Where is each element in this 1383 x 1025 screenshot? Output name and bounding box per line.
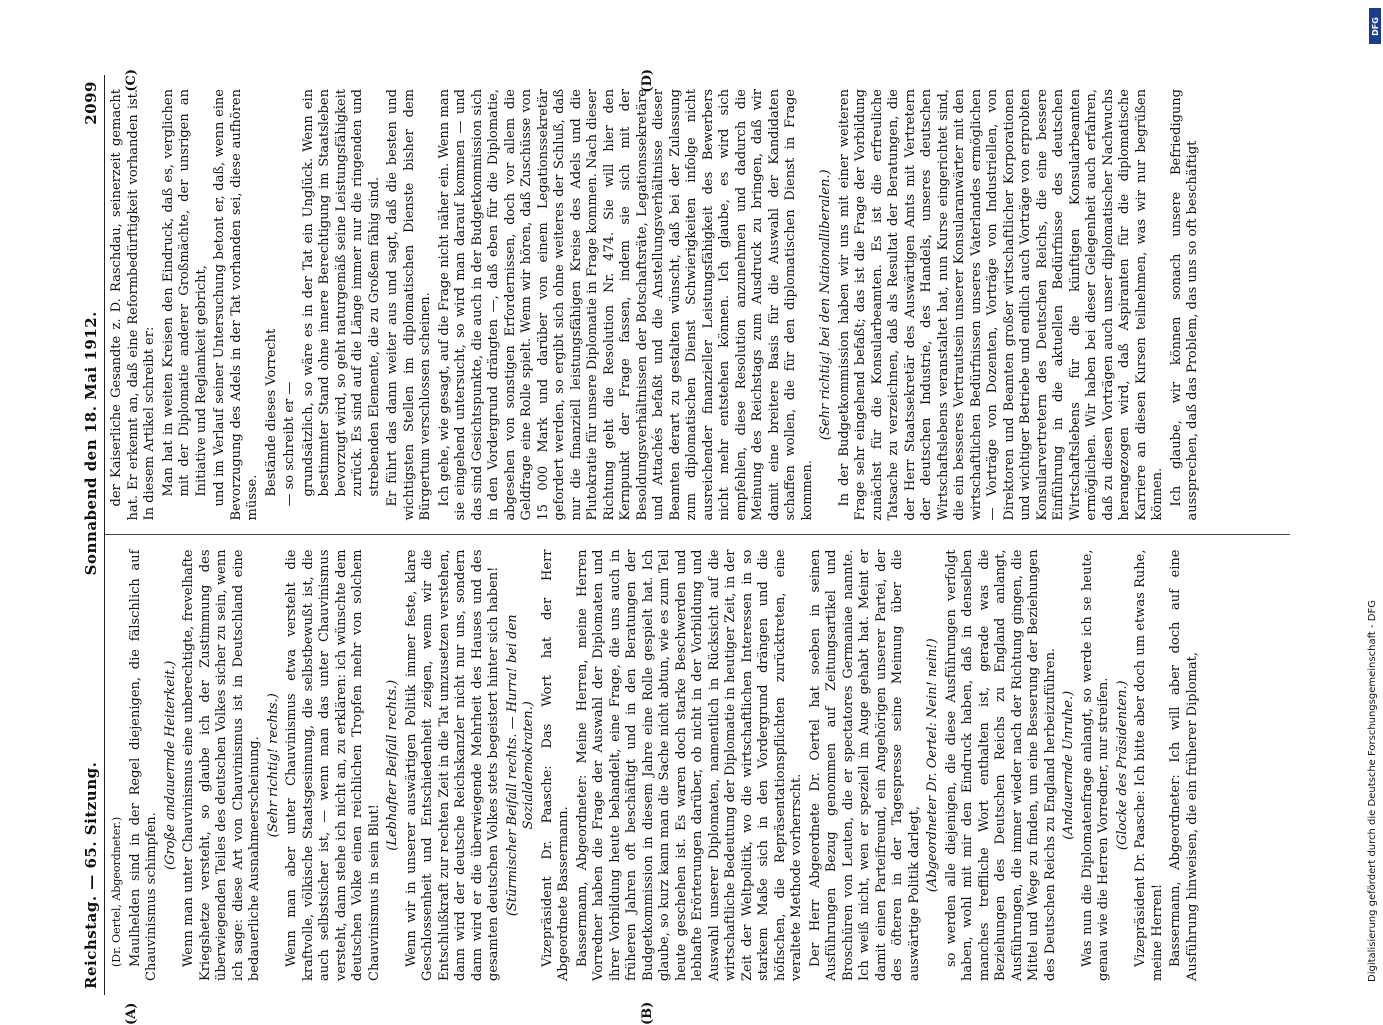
paragraph: Der Herr Abgeordnete Dr. Oertel hat soeben in seinen Ausführungen Bezug genommen auf Zeitungsartikel und Broschüren von Leuten, die er spectatores Germaniae nannte. Ich weiß nicht, wen er speziell im Auge gehabt hat. Meint er damit einen Parteifreund, ein Angehörigen unserer Partei, der des öfteren in der Tagespresse seine Meinung über die auswärtige Politik darlegt, <box>807 549 922 981</box>
header-date: Sonnabend den 18. Mai 1912. <box>82 311 100 576</box>
paragraph: Wenn man aber unter Chauvinismus etwa versteht die kraftvolle, völkische Staatsgesinnung, die selbstbewußt ist, die auch selbstsicher ist, — wenn man das unter Chauvinismus versteht, dann stehe ich nicht an, zu erklären: ich wünschte dem deutschen Volke einen reichlichen Tropfen mehr von solchem Chauvinismus in sein Blut! <box>284 549 382 981</box>
header-session: Reichstag. — 65. Sitzung. <box>82 761 100 989</box>
interjection: (Glocke des Präsidenten.) <box>1114 680 1130 851</box>
left-column <box>105 536 1290 996</box>
paragraph: so werden alle diejenigen, die diese Ausführungen verfolgt haben, wohl mit mir den Eindruck haben, daß in denselben manches treffliche Wort enthalten ist, gerade was die Beziehungen des Deutschen Reichs zu England anlangt, Ausführungen, die immer wieder nach der Richtung gingen, die Mittel und Wege zu finden, um eine Besserung der Beziehungen des Deutschen Reichs zu England herbeizuführen. <box>943 549 1058 981</box>
paragraph: Vizepräsident Dr. Paasche: Das Wort hat der Herr Abgeordnete Bassermann. <box>539 549 571 981</box>
digitization-note-text: Digitalisierung gefördert durch die Deutsche Forschungsgemeinschaft - DFG <box>1367 599 1378 982</box>
quotation: Bestände dieses Vorrecht <box>263 328 279 497</box>
digitization-note <box>1367 12 1381 982</box>
paragraph: der Kaiserliche Gesandte z. D. Raschdau, seinerzeit gemacht hat. Er erkennt an, daß eine Reformbedürftigkeit vorhanden ist. In diesem Artikel schreibt er: <box>109 89 157 521</box>
paragraph: Wenn man unter Chauvinismus eine unberechtigte, frevelhafte Kriegshetze versteht, so glaube ich der Zustimmung des überwiegenden Teiles des deutschen Volkes sicher zu sein, wenn ich sage: diese Art von Chauvinismus ist in Deutschland eine bedauerliche Ausnahmeerscheinung. <box>181 549 262 981</box>
page-header <box>80 75 105 995</box>
paragraph: Was nun die Diplomatenfrage anlangt, so werde ich se heute, genau wie die Herren Vorredner, nur streifen. <box>1079 549 1111 981</box>
speaker-note: (Dr. Oertel, Abgeordneter.) <box>110 816 123 967</box>
interjection: (Sehr richtig! rechts.) <box>265 693 281 838</box>
quotation: Man hat in weiten Kreisen den Eindruck, daß es, verglichen mit der Diplomatie anderer Großmächte, der unsrigen an Initiative und Reglamkeit gebricht, <box>160 89 209 497</box>
paragraph: Wenn wir in unserer auswärtigen Politik immer feste, klare Geschlossenheit und Entschiedenheit zeigen, wenn wir die Entschlußkraft zur rechten Zeit in die Tat umzusetzen verstehen, dann wird der deutsche Reichskanzler nicht nur uns, sondern dann wird er die überwiegende Mehrheit des Hauses und des gesamten deutschen Volkes stets begeistert hinter sich haben! <box>403 549 501 981</box>
right-column <box>105 75 1290 536</box>
paragraph: und im Verlauf seiner Untersuchung betont er, daß, wenn eine Bevorzugung des Adels in der Tat vorhanden sei, diese aufhören müsse. <box>212 89 260 521</box>
paragraph: Er führt das dann weiter aus und sagt, daß die besten und wichtigsten Stellen im diplomatischen Dienste bisher dem Bürgertum verschlossen scheinen. <box>385 89 433 521</box>
paragraph: In der Budgetkommission haben wir uns mit einer weiteren Frage sehr eingehend befaßt; das ist die Frage der Vorbildung zunächst für die Konsularbeamten. Es ist die erfreuliche Tatsache zu verzeichnen, daß als Resultat der Beratungen, die der Herr Staatssekretär des Auswärtigen Amts mit Vertretern der deutschen Industrie, des Handels, unseres deutschen Wirtschaftslebens veranstaltet hat, nun Kurse eingerichtet sind, die ein besseres Vertrautsein unserer Konsularanwärter mit den wirtschaftlichen Bedürfnissen unseres Vaterlandes ermöglichen — Vorträge von Dozenten, Vorträge von Industriellen, von Direktoren und Beamten großer wirtschaftlicher Korporationen und wichtiger Betriebe und endlich auch Vorträge von erprobten Konsularvertretern des Deutschen Reichs, die eine bessere Einführung in die aktuellen Bedürfnisse des deutschen Wirtschaftslebens für die künftigen Konsularbeamten ermöglichen. Wir haben bei dieser Gelegenheit auch erfahren, daß zu diesen Vorträgen auch unser diplomatischer Nachwuchs herangezogen wird, daß Aspiranten für die diplomatische Karriere an diesen Kursen teilnehmen, was wir nur begrüßen können. <box>836 89 1165 521</box>
margin-marker-a: (A) <box>124 1002 139 1025</box>
margin-marker-c: (C) <box>124 69 139 92</box>
text-columns <box>105 75 1290 995</box>
interjection: (Stürmischer Beifall rechts. — Hurra! bei den Sozialdemokraten.) <box>504 614 536 917</box>
margin-marker-b: (B) <box>640 1001 655 1025</box>
page-number: 2099 <box>82 81 100 125</box>
quotation: grundsätzlich, so wäre es in der Tat ein Unglück. Wenn ein bestimmter Stand ohne innere Berechtigung im Staatsleben bevorzugt wird, so geht naturgemäß seine Leistungsfähigkeit zurück. Es sind auf die Länge immer nur die ringenden und strebenden Elemente, die zu Großem fähig sind. <box>300 89 382 497</box>
interjection: (Lebhafter Beifall rechts.) <box>385 679 400 851</box>
dfg-logo: DFG <box>1369 8 1381 44</box>
paragraph: Ich glaube, wir können sonach unsere Befriedigung aussprechen, daß das Problem, das uns so oft beschäftigt <box>1168 89 1200 521</box>
interjection: (Andauernde Unruhe.) <box>1061 690 1076 840</box>
paragraph: Maulhelden sind in der Regel diejenigen, die fälschlich auf Chauvinismus schimpfen. <box>127 549 159 981</box>
paragraph: Bassermann, Abgeordneter: Ich will aber doch auf eine Ausführung hinweisen, die ein früherer Diplomat, <box>1168 549 1200 981</box>
document-page <box>80 69 1330 1025</box>
paragraph: Vizepräsident Dr. Paasche: Ich bitte aber doch um etwas Ruhe, meine Herren! <box>1133 549 1165 981</box>
paragraph: — so schreibt er — <box>282 381 297 507</box>
interjection: (Abgeordneter Dr. Oertel: Nein! nein!) <box>925 638 940 893</box>
paragraph: Ich gehe, wie gesagt, auf die Frage nicht näher ein. Wenn man sie eingehend untersucht, so wird man darauf kommen — und das sind Gesichtspunkte, die auch in der Budgetkommission sich in den Vordergrund drängten —, daß eben für die Diplomatie, abgesehen von sonstigen Erfordernissen, doch vor allem die Geldfrage eine Rolle spielt. Wenn wir hören, daß Zuschüsse von 15 000 Mark und darüber von einem Legationssekretär gefordert werden, so ergibt sich ohne weiteres der Schluß, daß nur die finanziell leistungsfähigen Kreise des Adels und die Plutokratie für unsere Diplomatie in Frage kommen. Nach dieser Richtung geht die Resolution Nr. 474. Sie will hier den Kernpunkt der Frage fassen, indem sie sich mit der Besoldungsverhältnissen der Botschaftsräte, Legationssekretäre und Attachés befaßt und die Anstellungsverhältnisse dieser Beamten derart zu gestalten wünscht, daß bei der Zulassung zum diplomatischen Dienst Schwierigkeiten infolge nicht ausreichender finanzieller Leistungsfähigkeit des Bewerbers nicht mehr entstehen können. Ich glaube, es wird sich empfehlen, diese Resolution anzunehmen und dadurch die Meinung des Reichstags zum Ausdruck zu bringen, daß wir damit eine breitere Basis für die Auswahl der Kandidaten schaffen wollen, die für den diplomatischen Dienst in Frage kommen. <box>436 89 815 521</box>
paragraph: Bassermann, Abgeordneter: Meine Herren, meine Herren Vorredner haben die Frage der Auswahl der Diplomaten und ihrer Vorbildung heute behandelt, eine Frage, die uns auch in früheren Jahren oft beschäftigt und in den Beratungen der Budgetkommission in diesem Jahre eine Rolle gespielt hat. Ich glaube, so kurz kann man die Sache nicht abtun, wie es zum Teil heute geschehen ist. Es waren doch starke Beschwerden und lebhafte Erörterungen darüber, ob nicht in der Vorbildung und Auswahl unserer Diplomaten, namentlich in Rücksicht auf die wirtschaftliche Bedeutung der Diplomatie in heutiger Zeit, in der Zeit der Weltpolitik, wo die wirtschaftlichen Interessen in so starkem Maße sich in den Vordergrund drängen und die höfischen, die Repräsentationspflichten zurücktreten, eine veraltete Methode vorherrscht. <box>574 549 804 981</box>
interjection: (Sehr richtig! bei den Nationalliberalen.) <box>818 169 833 441</box>
margin-marker-d: (D) <box>640 69 655 93</box>
interjection: (Große andauernde Heiterkeit.) <box>162 660 178 870</box>
